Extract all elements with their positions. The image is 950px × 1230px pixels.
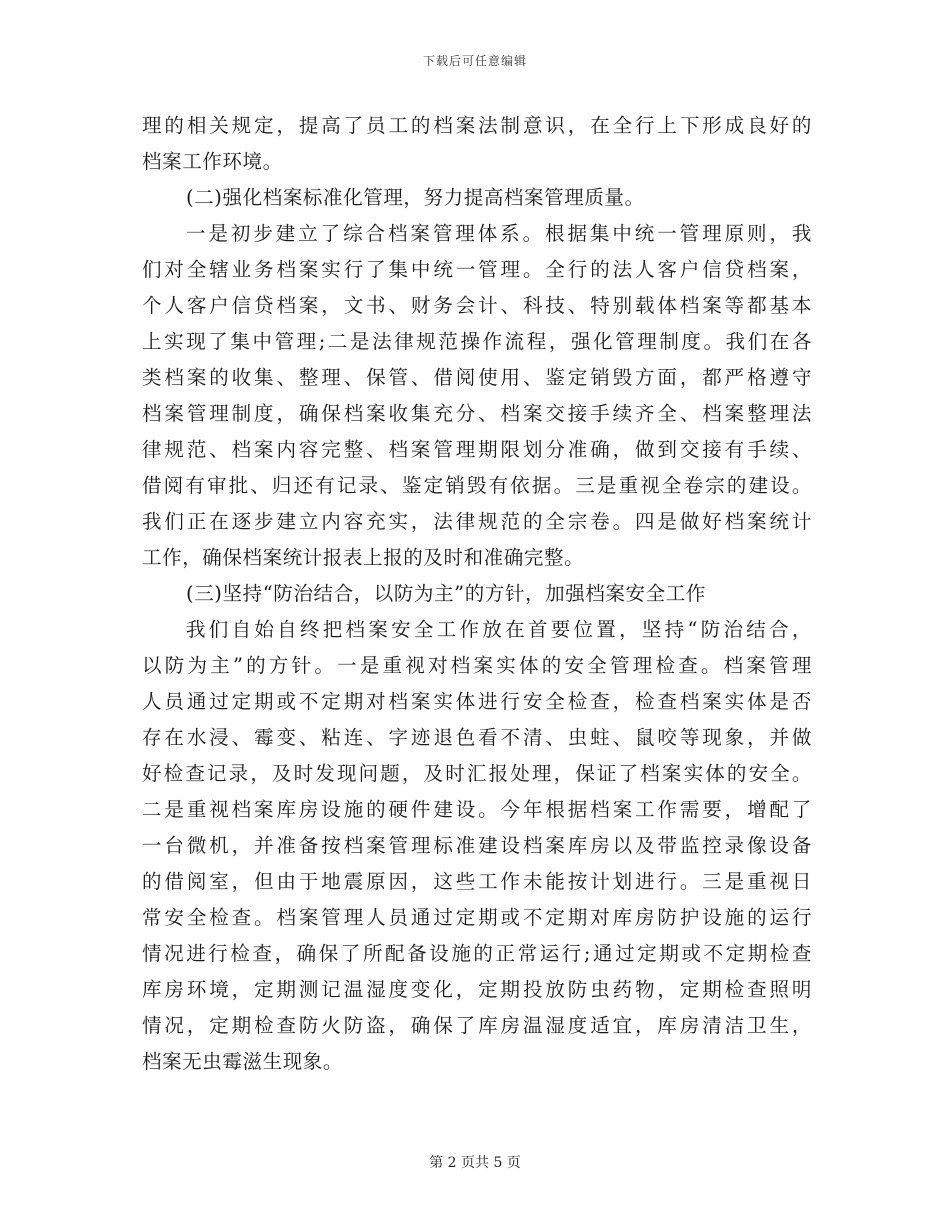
text-line: 情况进行检查，确保了所配备设施的正常运行;通过定期或不定期检查 [142,942,812,965]
text-line: 档案无虫霉滋生现象。 [142,1050,344,1073]
text-line: 一台微机，并准备按档案管理标准建设档案库房以及带监控录像设备 [142,834,812,857]
text-line: 好检查记录，及时发现问题，及时汇报处理，保证了档案实体的安全。 [142,762,812,785]
document-body [142,108,812,1080]
text-line: (三)坚持“防治结合，以防为主”的方针，加强档案安全工作 [186,582,706,605]
text-line: 一是初步建立了综合档案管理体系。根据集中统一管理原则，我 [186,222,812,245]
text-line: (二)强化档案标准化管理，努力提高档案管理质量。 [186,186,645,209]
text-line: 常安全检查。档案管理人员通过定期或不定期对库房防护设施的运行 [142,906,812,929]
text-line: 理的相关规定，提高了员工的档案法制意识，在全行上下形成良好的 [142,114,812,137]
text-line: 存在水浸、霉变、粘连、字迹退色看不清、虫蛀、鼠咬等现象，并做 [142,726,812,749]
text-line: 档案工作环境。 [142,150,283,173]
text-line: 律规范、档案内容完整、档案管理期限划分准确，做到交接有手续、 [142,438,812,461]
text-line: 以防为主”的方针。一是重视对档案实体的安全管理检查。档案管理 [142,654,812,677]
text-line: 情况，定期检查防火防盗，确保了库房温湿度适宜，库房清洁卫生， [142,1014,812,1037]
text-line: 我们正在逐步建立内容充实，法律规范的全宗卷。四是做好档案统计 [142,510,812,533]
text-line: 们对全辖业务档案实行了集中统一管理。全行的法人客户信贷档案， [142,258,812,281]
text-line: 工作，确保档案统计报表上报的及时和准确完整。 [142,546,585,569]
text-line: 类档案的收集、整理、保管、借阅使用、鉴定销毁方面，都严格遵守 [142,366,812,389]
text-line: 库房环境，定期测记温湿度变化，定期投放防虫药物，定期检查照明 [142,978,812,1001]
text-line: 的借阅室，但由于地震原因，这些工作未能按计划进行。三是重视日 [142,870,812,893]
text-line: 上实现了集中管理;二是法律规范操作流程，强化管理制度。我们在各 [142,330,812,353]
page-header: 下载后可任意编辑 [422,54,527,68]
page-number-footer: 第 2 页共 5 页 [429,1155,521,1171]
text-line: 借阅有审批、归还有记录、鉴定销毁有依据。三是重视全卷宗的建设。 [142,474,812,497]
text-line: 我们自始自终把档案安全工作放在首要位置，坚持“防治结合， [186,618,812,641]
text-line: 个人客户信贷档案，文书、财务会计、科技、特别载体档案等都基本 [142,294,812,317]
text-line: 档案管理制度，确保档案收集充分、档案交接手续齐全、档案整理法 [142,402,812,425]
text-line: 人员通过定期或不定期对档案实体进行安全检查，检查档案实体是否 [142,690,812,713]
text-line: 二是重视档案库房设施的硬件建设。今年根据档案工作需要，增配了 [142,798,812,821]
